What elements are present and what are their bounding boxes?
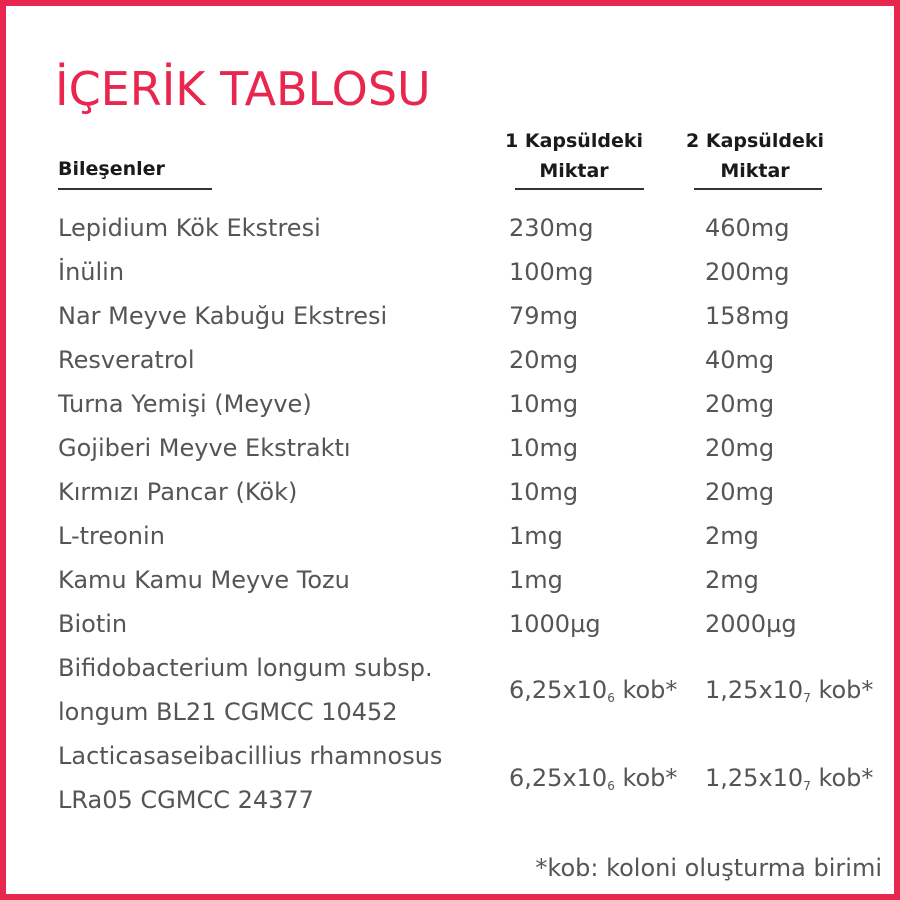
- ingredient-name-line2: LRa05 CGMCC 24377: [58, 786, 314, 814]
- amount-2-capsules: [705, 668, 873, 712]
- amount-2-capsules: 200mg: [705, 258, 790, 286]
- page-title: İÇERİK TABLOSU: [55, 62, 431, 116]
- amount-1-capsule: 1mg: [509, 522, 563, 550]
- ingredient-name: Kamu Kamu Meyve Tozu: [58, 566, 350, 594]
- amount-2-capsules: 2mg: [705, 522, 759, 550]
- amount-2-capsules: 20mg: [705, 478, 775, 506]
- ingredient-name: Nar Meyve Kabuğu Ekstresi: [58, 302, 388, 330]
- header-divider: [694, 188, 822, 190]
- ingredient-name: Turna Yemişi (Meyve): [58, 390, 312, 418]
- amount-1-capsule: 1mg: [509, 566, 563, 594]
- ingredient-name: İnülin: [58, 258, 125, 286]
- ingredient-name-line1: Lacticasaseibacillius rhamnosus: [58, 742, 443, 770]
- amount-unit: kob*: [614, 764, 678, 792]
- ingredient-name: Lepidium Kök Ekstresi: [58, 214, 321, 242]
- amount-base: 1,25x10: [705, 676, 804, 704]
- amount-1-capsule: 1000µg: [509, 610, 601, 638]
- amount-2-capsules: 2000µg: [705, 610, 797, 638]
- amount-2-capsules: [705, 756, 873, 800]
- ingredient-name-line2: longum BL21 CGMCC 10452: [58, 698, 398, 726]
- amount-1-capsule: 10mg: [509, 434, 579, 462]
- ingredient-name: Biotin: [58, 610, 128, 638]
- table-row: [6, 646, 894, 734]
- header-per-1-capsule: [504, 126, 644, 186]
- amount-1-capsule: [509, 756, 677, 800]
- amount-exponent: 7: [803, 779, 811, 793]
- ingredient-name: Kırmızı Pancar (Kök): [58, 478, 298, 506]
- table-row: [6, 734, 894, 822]
- amount-unit: kob*: [810, 764, 874, 792]
- ingredient-name: L-treonin: [58, 522, 165, 550]
- header-per-1-capsule-line2: Miktar: [539, 160, 609, 182]
- amount-base: 6,25x10: [509, 676, 608, 704]
- ingredient-name-line1: Bifidobacterium longum subsp.: [58, 654, 433, 682]
- amount-unit: kob*: [614, 676, 678, 704]
- amount-2-capsules: 40mg: [705, 346, 775, 374]
- footnote: *kob: koloni oluşturma birimi: [535, 854, 882, 882]
- amount-exponent: 6: [607, 691, 615, 705]
- amount-1-capsule: 10mg: [509, 390, 579, 418]
- amount-exponent: 6: [607, 779, 615, 793]
- header-per-1-capsule-line1: 1 Kapsüldeki: [505, 130, 643, 152]
- header-per-2-capsules: [682, 126, 828, 186]
- amount-1-capsule: 20mg: [509, 346, 579, 374]
- amount-2-capsules: 460mg: [705, 214, 790, 242]
- header-ingredients: Bileşenler: [58, 158, 165, 180]
- amount-2-capsules: 20mg: [705, 390, 775, 418]
- header-per-2-capsules-line2: Miktar: [720, 160, 790, 182]
- amount-2-capsules: 2mg: [705, 566, 759, 594]
- amount-1-capsule: 230mg: [509, 214, 594, 242]
- amount-1-capsule: 79mg: [509, 302, 579, 330]
- amount-base: 1,25x10: [705, 764, 804, 792]
- ingredient-name: [58, 646, 433, 734]
- amount-1-capsule: 10mg: [509, 478, 579, 506]
- header-divider: [58, 188, 212, 190]
- header-divider: [515, 188, 644, 190]
- amount-2-capsules: 158mg: [705, 302, 790, 330]
- amount-1-capsule: 100mg: [509, 258, 594, 286]
- header-per-2-capsules-line1: 2 Kapsüldeki: [686, 130, 824, 152]
- amount-exponent: 7: [803, 691, 811, 705]
- amount-unit: kob*: [810, 676, 874, 704]
- ingredient-name: [58, 734, 442, 822]
- ingredient-name: Resveratrol: [58, 346, 195, 374]
- content-card: [6, 6, 894, 894]
- amount-2-capsules: 20mg: [705, 434, 775, 462]
- amount-base: 6,25x10: [509, 764, 608, 792]
- amount-1-capsule: [509, 668, 677, 712]
- ingredient-name: Gojiberi Meyve Ekstraktı: [58, 434, 351, 462]
